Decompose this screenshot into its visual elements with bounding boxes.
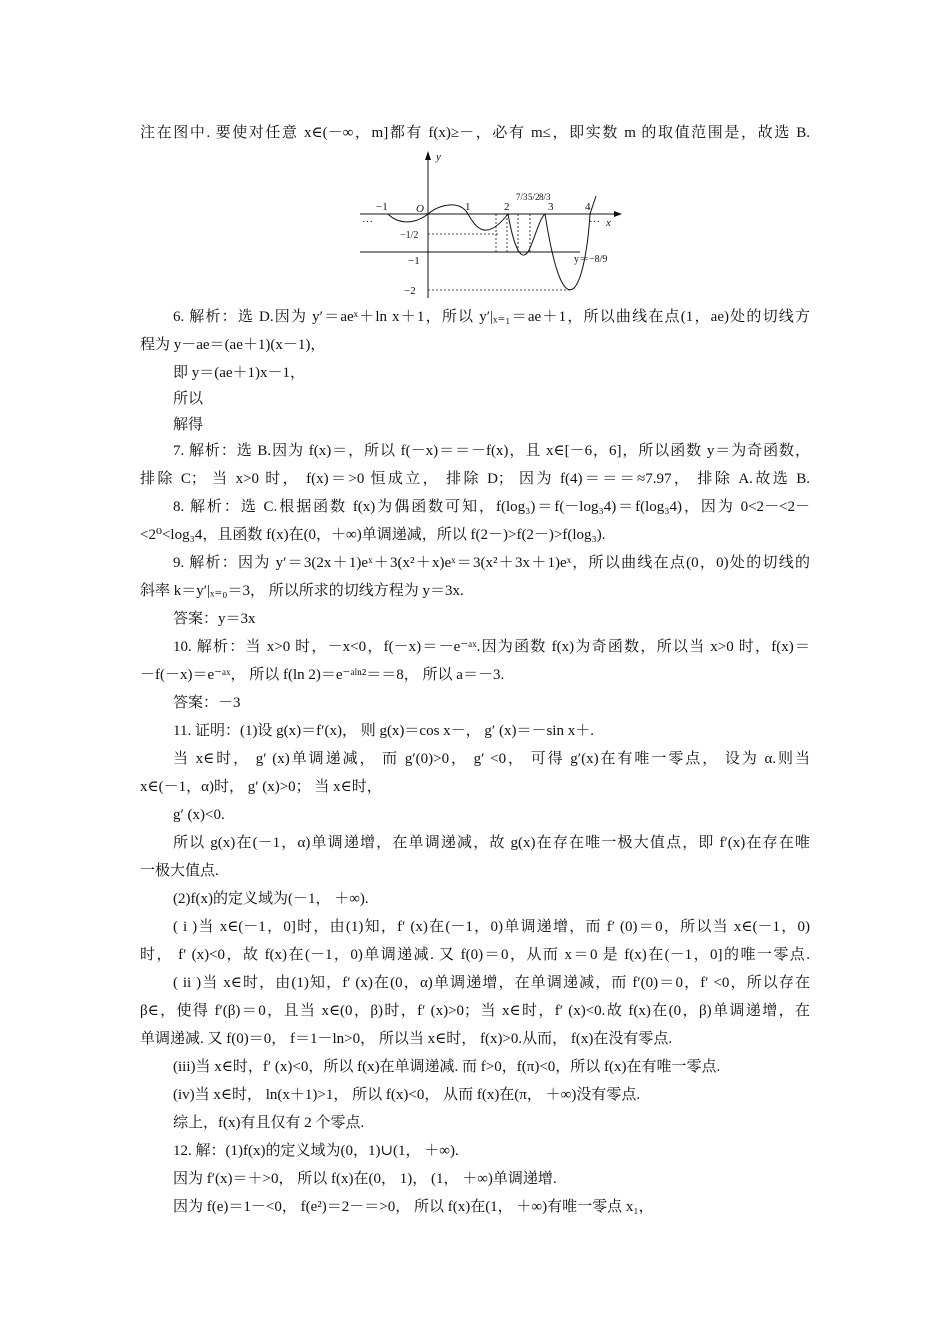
y-axis-arrow <box>425 151 431 160</box>
text-line-25: 时， f′ (x)<0，故 f(x)在(－1，0)单调递减. 又 f(0)＝0，从而 x＝0 是 f(x)在(－1，0]的唯一零点. <box>140 947 810 963</box>
line-label: y＝−8/9 <box>574 254 608 265</box>
text-line-5: 所以 <box>173 391 204 407</box>
text-line-14: 10. 解析：当 x>0 时，－x<0，f(－x)＝－e⁻ᵃˣ.因为函数 f(x)为奇函数，所以当 x>0 时，f(x)＝ <box>173 639 810 655</box>
text-line-22: 一极大值点. <box>140 863 219 879</box>
y-axis-label: y <box>436 151 441 163</box>
text-line-6: 解得 <box>173 417 204 433</box>
text-line-1: 注在图中. 要使对任意 x∈(－∞，m]都有 f(x)≥－，必有 m≤，即实数 m 的取值范围是，故选 B. <box>140 125 810 141</box>
x-tick-8-3: 8/3 <box>539 192 551 202</box>
text-line-33: 因为 f′(x)＝＋>0， 所以 f(x)在(0， 1)， (1， ＋∞)单调递增. <box>173 1171 557 1187</box>
x-tick-7-3: 7/3 <box>516 192 528 202</box>
x-tick-3: 3 <box>548 201 554 213</box>
text-line-23: (2)f(x)的定义域为(－1， ＋∞). <box>173 891 369 907</box>
text-line-4: 即 y＝(ae＋1)x－1， <box>173 365 306 381</box>
text-line-17: 11. 证明：(1)设 g(x)＝f′(x)， 则 g(x)＝cos x－， g′ (x)＝－sin x＋. <box>173 723 594 739</box>
text-line-7: 7. 解析：选 B.因为 f(x)＝，所以 f(－x)＝＝－f(x)，且 x∈[－6，6]，所以函数 y＝为奇函数， <box>173 443 810 459</box>
answer-10: 答案：－3 <box>173 695 241 711</box>
text-line-11: 9. 解析：因为 y′＝3(2x＋1)eˣ＋3(x²＋x)eˣ＝3(x²＋3x＋1)eˣ，所以曲线在点(0，0)处的切线的 <box>173 555 810 571</box>
y-tick-neg-half: −1/2 <box>400 230 419 241</box>
text-line-27: β∈，使得 f′(β)＝0，且当 x∈(0，β)时，f′ (x)>0；当 x∈时，f′ (x)<0.故 f(x)在(0，β)单调递增，在 <box>140 1003 810 1019</box>
x-tick-4: 4 <box>585 201 591 213</box>
x-tick-2: 2 <box>504 201 510 213</box>
dots-left: ··· <box>362 216 373 228</box>
text-line-30: (iv)当 x∈时， ln(x＋1)>1， 所以 f(x)<0， 从而 f(x)在(π， ＋∞)没有零点. <box>173 1087 641 1103</box>
text-line-3: 程为 y－ae＝(ae＋1)(x－1)， <box>140 337 326 353</box>
text-line-29: (iii)当 x∈时，f′ (x)<0，所以 f(x)在单调递减. 而 f>0，f(π)<0，所以 f(x)在有唯一零点. <box>173 1059 721 1075</box>
x-tick-neg1: −1 <box>376 201 388 213</box>
text-line-9: 8. 解析：选 C.根据函数 f(x)为偶函数可知，f(log₃)＝f(－log₃4)＝f(log₃4)，因为 0<2－<2－ <box>173 499 810 515</box>
text-line-21: 所以 g(x)在(－1，α)单调递增，在单调递减，故 g(x)在存在唯一极大值点，即 f′(x)在存在唯 <box>173 835 810 851</box>
y-tick-neg1: −1 <box>408 255 420 267</box>
dots-right: ··· <box>589 216 600 228</box>
x-tick-5-2: 5/2 <box>528 192 540 202</box>
text-line-19: x∈(－1，α)时， g′ (x)>0； 当 x∈时， <box>140 779 382 795</box>
function-graph-figure <box>360 148 622 300</box>
y-tick-neg2: −2 <box>404 285 416 297</box>
x-axis-label: x <box>606 217 611 229</box>
text-line-18: 当 x∈时， g′ (x)单调递减， 而 g′(0)>0， g′ <0， 可得 g′(x)在有唯一零点， 设为 α.则当 <box>173 751 810 767</box>
text-line-2: 6. 解析：选 D.因为 y′＝aeˣ＋ln x＋1，所以 y′|ₓ₌₁＝ae＋1，所以曲线在点(1，ae)处的切线方 <box>173 309 810 325</box>
text-line-32: 12. 解：(1)f(x)的定义域为(0，1)∪(1， ＋∞). <box>173 1143 459 1159</box>
text-line-26: ( ii )当 x∈时，由(1)知，f′ (x)在(0，α)单调递增，在单调递减，而 f′(0)＝0，f′ <0，所以存在 <box>173 975 810 991</box>
text-line-24: ( i )当 x∈(－1，0]时，由(1)知，f′ (x)在(－1，0)单调递增，而 f′ (0)＝0，所以当 x∈(－1，0) <box>173 919 810 935</box>
origin-label: O <box>416 203 424 215</box>
text-line-20: g′ (x)<0. <box>173 807 225 823</box>
text-line-28: 单调递减. 又 f(0)＝0， f＝1－ln>0， 所以当 x∈时， f(x)>0.从而， f(x)在没有零点. <box>140 1031 673 1047</box>
text-line-15: －f(－x)＝e⁻ᵃˣ， 所以 f(ln 2)＝e⁻ᵃˡⁿ²＝＝8， 所以 a＝－3. <box>140 667 505 683</box>
text-line-31: 综上，f(x)有且仅有 2 个零点. <box>173 1115 365 1131</box>
x-tick-1: 1 <box>465 201 471 213</box>
text-line-10: <2⁰<log₃4，且函数 f(x)在(0，＋∞)单调递减，所以 f(2－)>f(2－)>f(log₃). <box>140 527 606 543</box>
text-line-8: 排除 C； 当 x>0 时， f(x)＝>0 恒成立， 排除 D； 因为 f(4)＝＝＝≈7.97， 排除 A.故选 B. <box>140 471 810 487</box>
x-axis-arrow <box>614 211 622 217</box>
answer-9: 答案：y＝3x <box>173 611 256 627</box>
text-line-12: 斜率 k＝y′|ₓ₌₀＝3， 所以所求的切线方程为 y＝3x. <box>140 583 464 599</box>
text-line-34: 因为 f(e)＝1－<0， f(e²)＝2－＝>0， 所以 f(x)在(1， ＋∞)有唯一零点 x₁， <box>173 1199 654 1215</box>
